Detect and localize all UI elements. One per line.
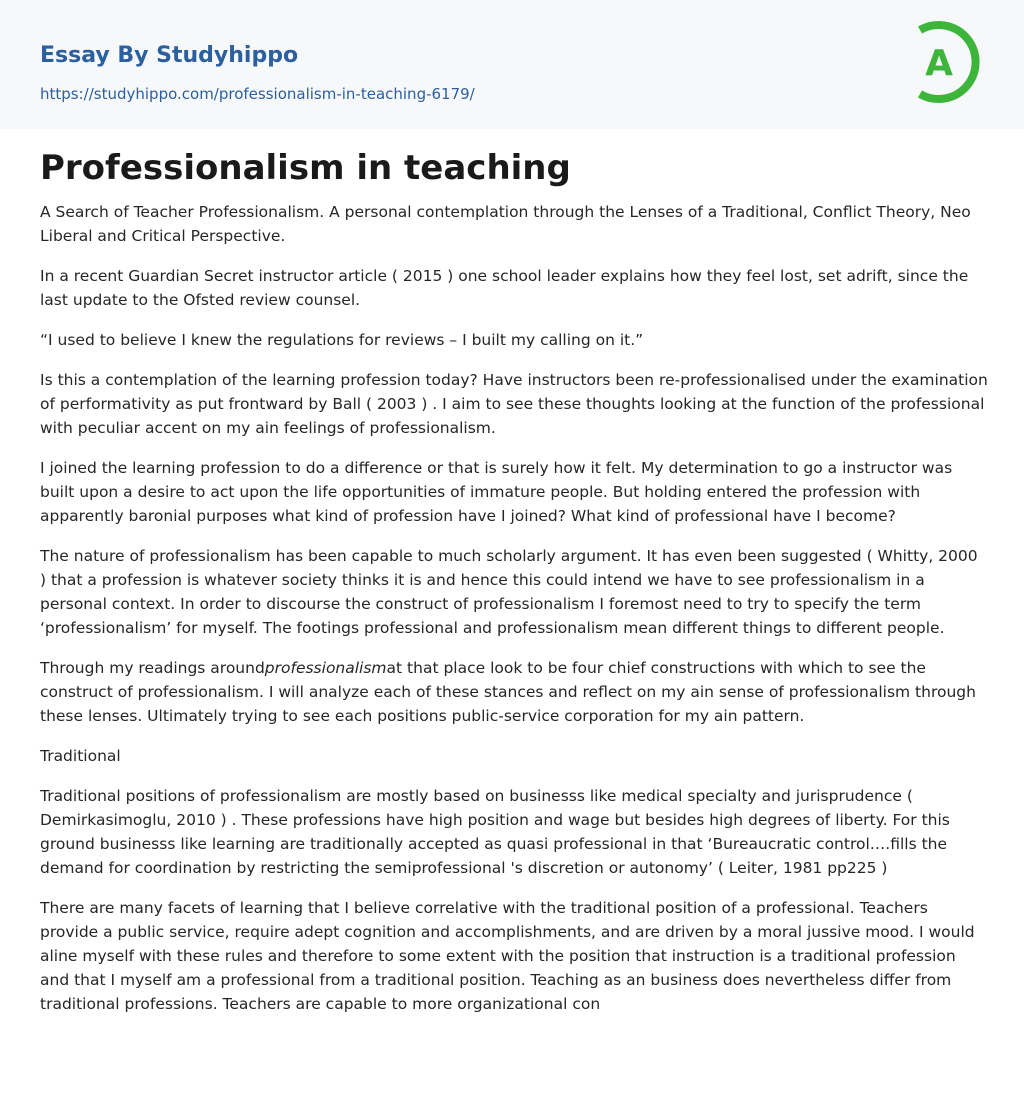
page-title: Professionalism in teaching	[40, 148, 571, 188]
essay-paragraph: A Search of Teacher Professionalism. A personal contemplation through the Lenses of a Traditional, Conflict Theory, Neo Liberal and Critical Perspective.	[40, 203, 971, 245]
essay-paragraph: In a recent Guardian Secret instructor article ( 2015 ) one school leader explains how they feel lost, set adrift, since the last update to the Ofsted review counsel.	[40, 267, 969, 309]
essay-paragraph: There are many facets of learning that I believe correlative with the traditional position of a professional. Teachers provide a public service, require adept cognition and accomplishments, and are driven by a moral jussive mood. I would aline myself with these rules and therefore to some extent with the position that instruction is a traditional profession and that I myself am a professional from a traditional position. Teaching as an business does nevertheless differ from traditional professions. Teachers are capable to more organizational con	[40, 899, 975, 1013]
essay-body	[40, 200, 988, 1032]
italic-term: professionalism	[264, 659, 387, 677]
section-heading: Traditional	[40, 747, 121, 765]
site-brand[interactable]: Essay By Studyhippo	[40, 43, 299, 68]
essay-paragraph: Traditional positions of professionalism are mostly based on businesss like medical specialty and jurisprudence ( Demirkasimoglu, 2010 ) . These professions have high position and wage but besides high degrees of liberty. For this ground businesss like learning are traditionally accepted as quasi professional in that ‘Bureaucratic control….fills the demand for coordination by restricting the semiprofessional 's discretion or autonomy’ ( Leiter, 1981 pp225 )	[40, 787, 950, 877]
studyhippo-logo-icon[interactable]	[910, 18, 988, 106]
essay-paragraph: “I used to believe I knew the regulations for reviews – I built my calling on it.”	[40, 331, 644, 349]
essay-paragraph: The nature of professionalism has been capable to much scholarly argument. It has even been suggested ( Whitty, 2000 ) that a profession is whatever society thinks it is and hence this could intend we have to see professionalism in a personal context. In order to discourse the construct of professionalism I foremost need to try to specify the term ‘professionalism’ for myself. The footings professional and professionalism mean different things to different people.	[40, 547, 978, 637]
essay-paragraph: Is this a contemplation of the learning profession today? Have instructors been re-professionalised under the examination of performativity as put frontward by Ball ( 2003 ) . I aim to see these thoughts looking at the function of the professional with peculiar accent on my ain feelings of professionalism.	[40, 371, 988, 437]
paragraph-text: Through my readings around	[40, 659, 265, 677]
essay-paragraph: I joined the learning profession to do a difference or that is surely how it felt. My determination to go a instructor was built upon a desire to act upon the life opportunities of immature people. But holding entered the profession with apparently baronial purposes what kind of profession have I joined? What kind of professional have I become?	[40, 459, 953, 525]
logo-letter: A	[925, 43, 953, 84]
paragraph-text: at that place look to be four chief constructions with which to see the construct of professionalism. I will analyze each of these stances and reflect on my ain sense of professionalism through these lenses. Ultimately trying to see each positions public-service corporation for my ain pattern.	[40, 659, 976, 725]
essay-url-link[interactable]: https://studyhippo.com/professionalism-in-teaching-6179/	[40, 85, 475, 103]
site-header	[0, 0, 1024, 129]
essay-paragraph	[40, 656, 988, 728]
